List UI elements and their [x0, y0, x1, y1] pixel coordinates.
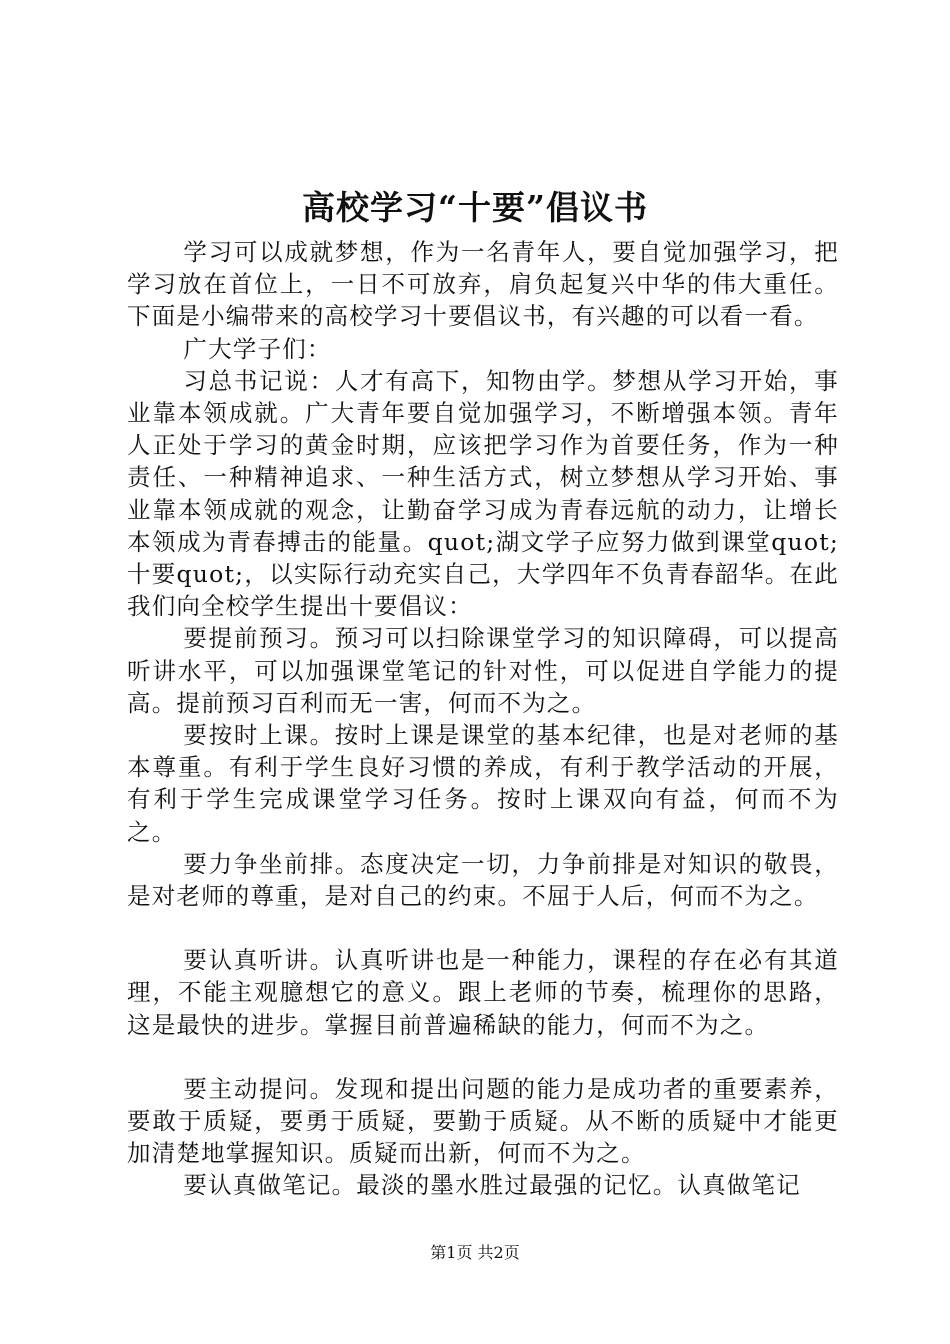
salutation: 广大学子们： [183, 334, 332, 363]
item-front-row: 要力争坐前排。态度决定一切，力争前排是对知识的敬畏，是对老师的尊重，是对自己的约束。不屈于人后，何而不为之。 [127, 849, 839, 911]
document-title: 高校学习“十要”倡议书 [302, 188, 648, 227]
item-on-time: 要按时上课。按时上课是课堂的基本纪律，也是对老师的基本尊重。有利于学生良好习惯的养成，有利于教学活动的开展，有利于学生完成课堂学习任务。按时上课双向有益，何而不为之。 [127, 721, 839, 846]
intro-paragraph: 学习可以成就梦想，作为一名青年人，要自觉加强学习，把学习放在首位上，一日不可放弃，肩负起复兴中华的伟大重任。下面是小编带来的高校学习十要倡议书，有兴趣的可以看一看。 [127, 238, 839, 331]
item-take-notes: 要认真做笔记。最淡的墨水胜过最强的记忆。认真做笔记 [183, 1171, 801, 1200]
page-number: 第1页 共2页 [430, 1243, 520, 1262]
item-listen: 要认真听讲。认真听讲也是一种能力，课程的存在必有其道理，不能主观臆想它的意义。跟上老师的节奏，梳理你的思路，这是最快的进步。掌握目前普遍稀缺的能力，何而不为之。 [127, 946, 839, 1039]
body-paragraph-quote: 习总书记说：人才有高下，知物由学。梦想从学习开始，事业靠本领成就。广大青年要自觉加强学习，不断增强本领。青年人正处于学习的黄金时期，应该把学习作为首要任务，作为一种责任、一种精神追求、一种生活方式，树立梦想从学习开始、事业靠本领成就的观念，让勤奋学习成为青春远航的动力，让增长本领成为青春搏击的能量。quot;湖文学子应努力做到课堂quot;十要quot;，以实际行动充实自己，大学四年不负青春韶华。在此我们向全校学生提出十要倡议： [127, 366, 839, 621]
paragraph-spacer [127, 1041, 839, 1073]
document-body [127, 236, 839, 1202]
item-preview: 要提前预习。预习可以扫除课堂学习的知识障碍，可以提高听讲水平，可以加强课堂笔记的针对性，可以促进自学能力的提高。提前预习百利而无一害，何而不为之。 [127, 624, 839, 717]
paragraph-spacer [127, 912, 839, 944]
item-ask-questions: 要主动提问。发现和提出问题的能力是成功者的重要素养，要敢于质疑，要勇于质疑，要勤于质疑。从不断的质疑中才能更加清楚地掌握知识。质疑而出新，何而不为之。 [127, 1074, 839, 1168]
